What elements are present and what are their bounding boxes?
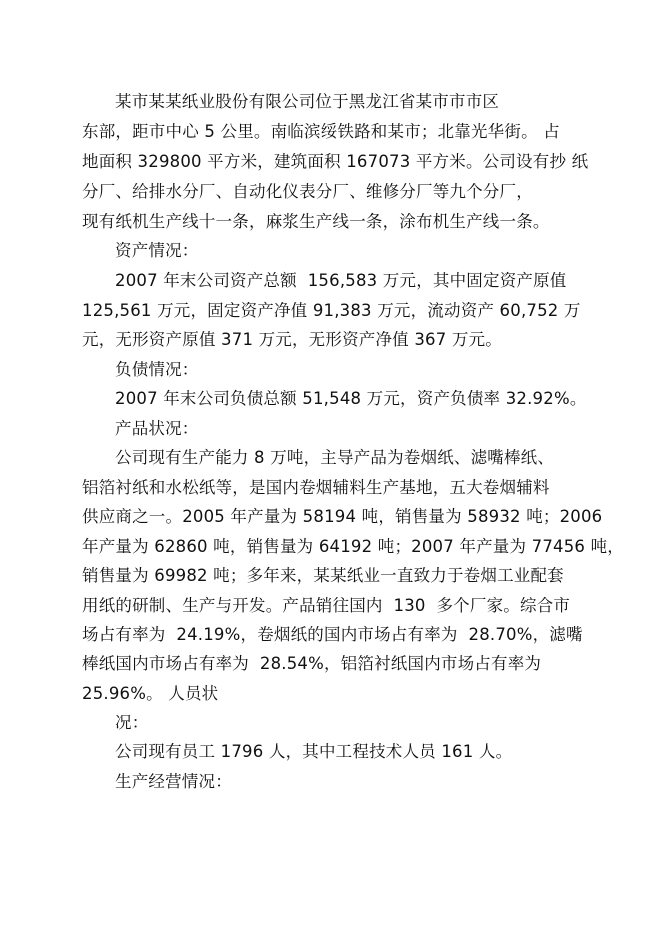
paragraph-line: 用纸的研制、生产与开发。产品销往国内 130 多个厂家。综合市 <box>82 596 571 615</box>
paragraph-line: 某市某某纸业股份有限公司位于黑龙江省某市市市区 <box>115 92 500 111</box>
paragraph-line: 现有纸机生产线十一条，麻浆生产线一条，涂布机生产线一条。 <box>82 212 550 231</box>
paragraph-line: 公司现有员工 1796 人，其中工程技术人员 161 人。 <box>115 742 513 761</box>
paragraph-line: 销售量为 69982 吨；多年来，某某纸业一直致力于卷烟工业配套 <box>82 566 564 585</box>
paragraph-line: 125,561 万元，固定资产净值 91,383 万元，流动资产 60,752 万 <box>82 301 581 320</box>
paragraph-line: 年产量为 62860 吨，销售量为 64192 吨；2007 年产量为 77456 吨， <box>82 537 624 556</box>
paragraph-line: 分厂、给排水分厂、自动化仪表分厂、维修分厂等九个分厂， <box>82 182 533 201</box>
paragraph-line: 铝箔衬纸和水松纸等，是国内卷烟辅料生产基地，五大卷烟辅料 <box>82 478 550 497</box>
section-heading: 生产经营情况： <box>115 772 232 791</box>
section-heading: 资产情况： <box>115 241 199 260</box>
paragraph-line: 场占有率为 24.19%，卷烟纸的国内市场占有率为 28.70%，滤嘴 <box>82 625 583 644</box>
paragraph-line: 地面积 329800 平方米，建筑面积 167073 平方米。公司设有抄 纸 <box>82 152 589 171</box>
paragraph-line: 25.96%。 人员状 <box>82 684 219 703</box>
section-heading: 产品状况： <box>115 419 199 438</box>
paragraph-line: 元，无形资产原值 371 万元，无形资产净值 367 万元。 <box>82 330 502 349</box>
paragraph-line: 2007 年末公司资产总额 156,583 万元，其中固定资产原值 <box>115 271 567 290</box>
paragraph-line: 棒纸国内市场占有率为 28.54%，铝箔衬纸国内市场占有率为 <box>82 654 542 673</box>
paragraph-line: 公司现有生产能力 8 万吨，主导产品为卷烟纸、滤嘴棒纸、 <box>115 448 555 467</box>
section-heading: 负债情况： <box>115 360 199 379</box>
paragraph-line: 2007 年末公司负债总额 51,548 万元，资产负债率 32.92%。 <box>115 389 587 408</box>
paragraph-line: 供应商之一。2005 年产量为 58194 吨，销售量为 58932 吨；2006 <box>82 507 603 526</box>
paragraph-line: 东部，距市中心 5 公里。南临滨绥铁路和某市；北靠光华街。 占 <box>82 122 560 141</box>
paragraph-line: 况： <box>115 713 149 732</box>
